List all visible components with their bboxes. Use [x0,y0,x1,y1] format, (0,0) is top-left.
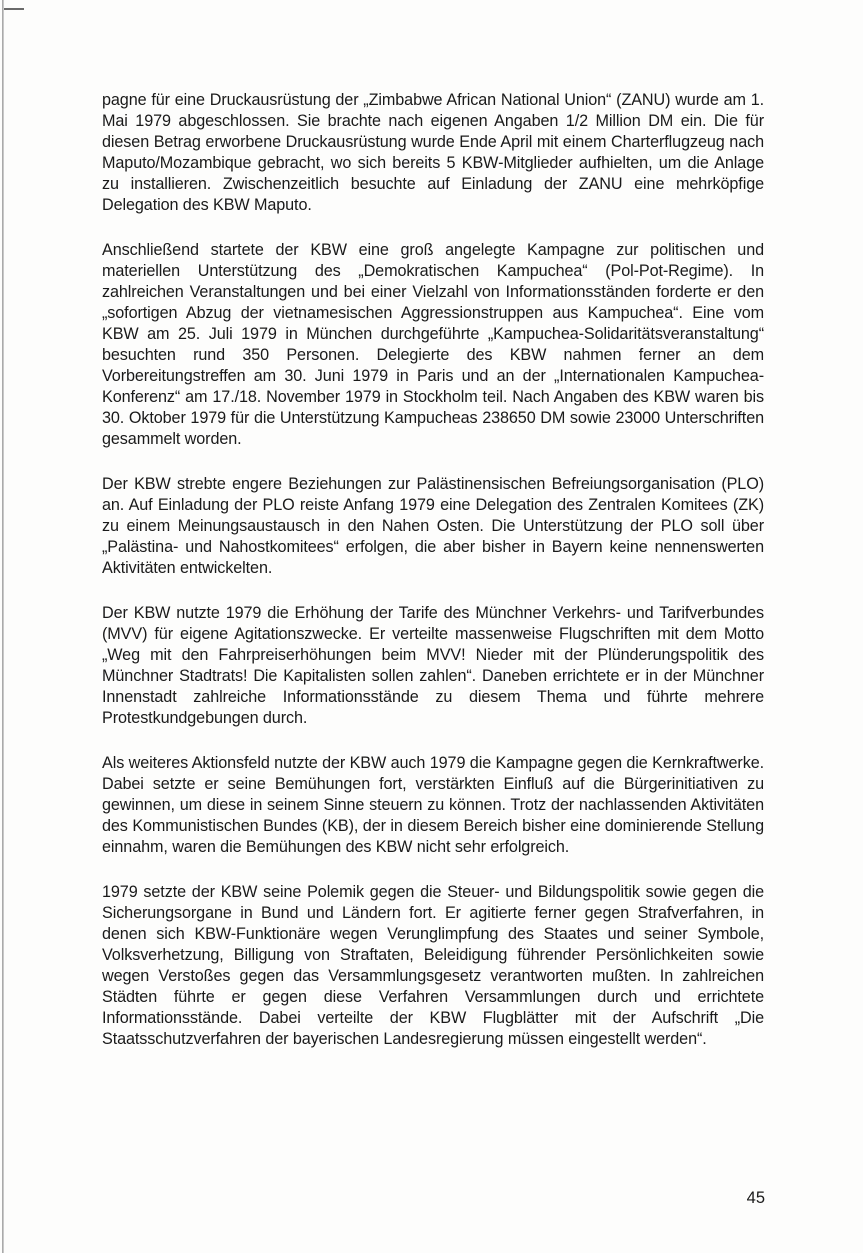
page-number: 45 [746,1189,765,1207]
paragraph-plo: Der KBW strebte engere Beziehungen zur Palästinensischen Befreiungsorganisation (PLO) an. Auf Einladung der PLO reiste Anfang 1979 eine Delegation des Zentralen Komitees (ZK) zu einem Meinungsaustausch in den Nahen Osten. Die Unterstützung der PLO soll über „Palästina- und Nahostkomitees“ erfolgen, die aber bisher in Bayern keine nennenswerten Aktivitäten entwickelten. [102,475,764,577]
corner-mark [4,8,24,10]
paragraph-strafverfahren: 1979 setzte der KBW seine Polemik gegen die Steuer- und Bildungspolitik sowie gegen die Sicherungsorgane in Bund und Ländern fort. Er agitierte ferner gegen Strafverfahren, in denen sich KBW-Funktionäre wegen Verunglimpfung des Staates und seiner Symbole, Volksverhetzung, Billigung von Straftaten, Beleidigung führender Persönlichkeiten sowie wegen Verstoßes gegen das Versammlungsgesetz verantworten mußten. In zahlreichen Städten führte er gegen diese Verfahren Versammlungen durch und errichtete Informationsstände. Dabei verteilte der KBW Flugblätter mit der Aufschrift „Die Staatsschutzverfahren der bayerischen Landesregierung müssen eingestellt werden“. [102,883,764,1048]
body-text [102,90,764,1074]
paragraph-mvv: Der KBW nutzte 1979 die Erhöhung der Tarife des Münchner Verkehrs- und Tarifverbundes (MVV) für eigene Agitationszwecke. Er verteilte massenweise Flugschriften mit dem Motto „Weg mit den Fahrpreiserhöhungen beim MVV! Nieder mit der Plünderungspolitik des Münchner Stadtrats! Die Kapitalisten sollen zahlen“. Daneben errichtete er in der Münchner Innenstadt zahlreiche Informationsstände zu diesem Thema und führte mehrere Protestkundgebungen durch. [102,604,764,727]
paragraph-kernkraft: Als weiteres Aktionsfeld nutzte der KBW auch 1979 die Kampagne gegen die Kernkraftwerke. Dabei setzte er seine Bemühungen fort, verstärkten Einfluß auf die Bürgerinitiativen zu gewinnen, um diese in seinem Sinne steuern zu können. Trotz der nachlassenden Aktivitäten des Kommunistischen Bundes (KB), der in diesem Bereich bisher eine dominierende Stellung einnahm, waren die Bemühungen des KBW nicht sehr erfolgreich. [102,754,764,856]
paragraph-zanu: pagne für eine Druckausrüstung der „Zimbabwe African National Union“ (ZANU) wurde am 1. Mai 1979 abgeschlossen. Sie brachte nach eigenen Angaben 1/2 Million DM ein. Die für diesen Betrag erworbene Druckausrüstung wurde Ende April mit einem Charterflugzeug nach Maputo/Mozambique gebracht, wo sich bereits 5 KBW-Mitglieder aufhielten, um die Anlage zu installieren. Zwischenzeitlich besuchte auf Einladung der ZANU eine mehrköpfige Delegation des KBW Maputo. [102,91,764,214]
paragraph-kampuchea: Anschließend startete der KBW eine groß angelegte Kampagne zur politischen und materiellen Unterstützung des „Demokratischen Kampuchea“ (Pol-Pot-Regime). In zahlreichen Veranstaltungen und bei einer Vielzahl von Informationsständen forderte er den „sofortigen Abzug der vietnamesischen Aggressionstruppen aus Kampuchea“. Eine vom KBW am 25. Juli 1979 in München durchgeführte „Kampuchea-Solidaritätsveranstaltung“ besuchten rund 350 Personen. Delegierte des KBW nahmen ferner an dem Vorbereitungstreffen am 30. Juni 1979 in Paris und an der „Internationalen Kampuchea-Konferenz“ am 17./18. November 1979 in Stockholm teil. Nach Angaben des KBW waren bis 30. Oktober 1979 für die Unterstützung Kampucheas 238650 DM sowie 23000 Unterschriften gesammelt worden. [102,241,764,448]
page-binding-edge [2,0,4,1253]
